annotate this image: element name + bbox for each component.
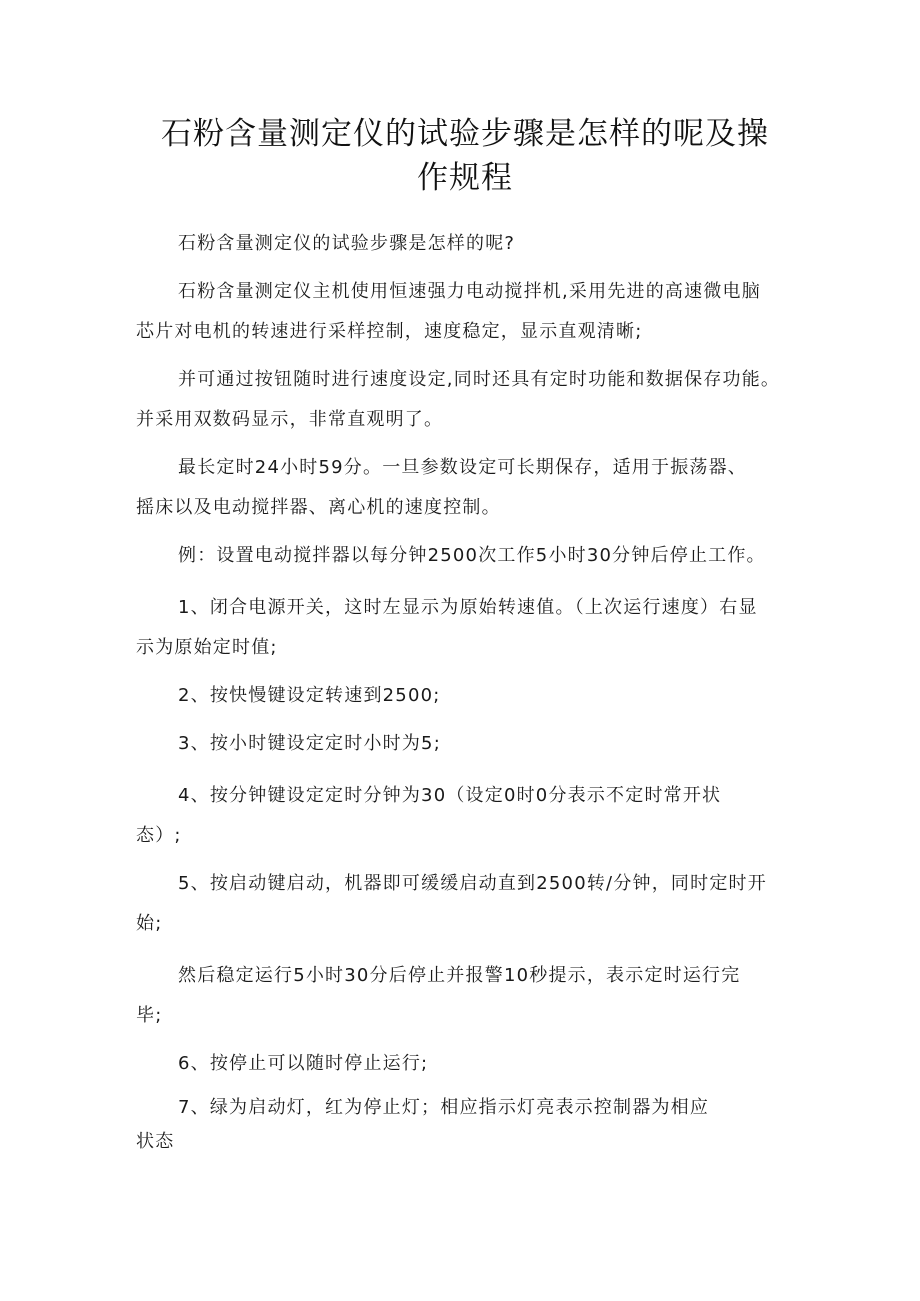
paragraph-line: 示为原始定时值; <box>136 637 278 658</box>
paragraph-line: 石粉含量测定仪的试验步骤是怎样的呢? <box>178 233 516 254</box>
paragraph-line: 1、闭合电源开关，这时左显示为原始转速值。（上次运行速度）右显 <box>178 597 758 618</box>
document-title-line-1: 石粉含量测定仪的试验步骤是怎样的呢及操 <box>161 116 769 152</box>
paragraph-line: 2、按快慢键设定转速到2500; <box>178 685 441 706</box>
document-title-line-2: 作规程 <box>417 160 513 196</box>
paragraph-line: 芯片对电机的转速进行采样控制，速度稳定，显示直观清晰; <box>136 321 643 342</box>
paragraph-line: 毕; <box>136 1005 163 1026</box>
paragraph-line: 7、绿为启动灯，红为停止灯；相应指示灯亮表示控制器为相应 <box>178 1097 710 1118</box>
paragraph-line: 例：设置电动搅拌器以每分钟2500次工作5小时30分钟后停止工作。 <box>178 545 766 566</box>
paragraph-line: 态）; <box>136 825 182 846</box>
paragraph-line: 4、按分钟键设定定时分钟为30（设定0时0分表示不定时常开状 <box>178 785 722 806</box>
paragraph-line: 并可通过按钮随时进行速度设定,同时还具有定时功能和数据保存功能。 <box>178 369 781 390</box>
paragraph-line: 然后稳定运行5小时30分后停止并报警10秒提示，表示定时运行完 <box>178 965 741 986</box>
paragraph-line: 始; <box>136 913 163 934</box>
paragraph-line: 最长定时24小时59分。一旦参数设定可长期保存，适用于振荡器、 <box>178 457 748 478</box>
paragraph-line: 3、按小时键设定定时小时为5; <box>178 733 441 754</box>
paragraph-line: 5、按启动键启动，机器即可缓缓启动直到2500转/分钟，同时定时开 <box>178 873 767 894</box>
paragraph-line: 摇床以及电动搅拌器、离心机的速度控制。 <box>136 497 501 518</box>
paragraph-line: 状态 <box>136 1131 175 1152</box>
paragraph-line: 6、按停止可以随时停止运行; <box>178 1053 429 1074</box>
paragraph-line: 石粉含量测定仪主机使用恒速强力电动搅拌机,采用先进的高速微电脑 <box>178 281 761 302</box>
paragraph-line: 并采用双数码显示，非常直观明了。 <box>136 409 444 430</box>
